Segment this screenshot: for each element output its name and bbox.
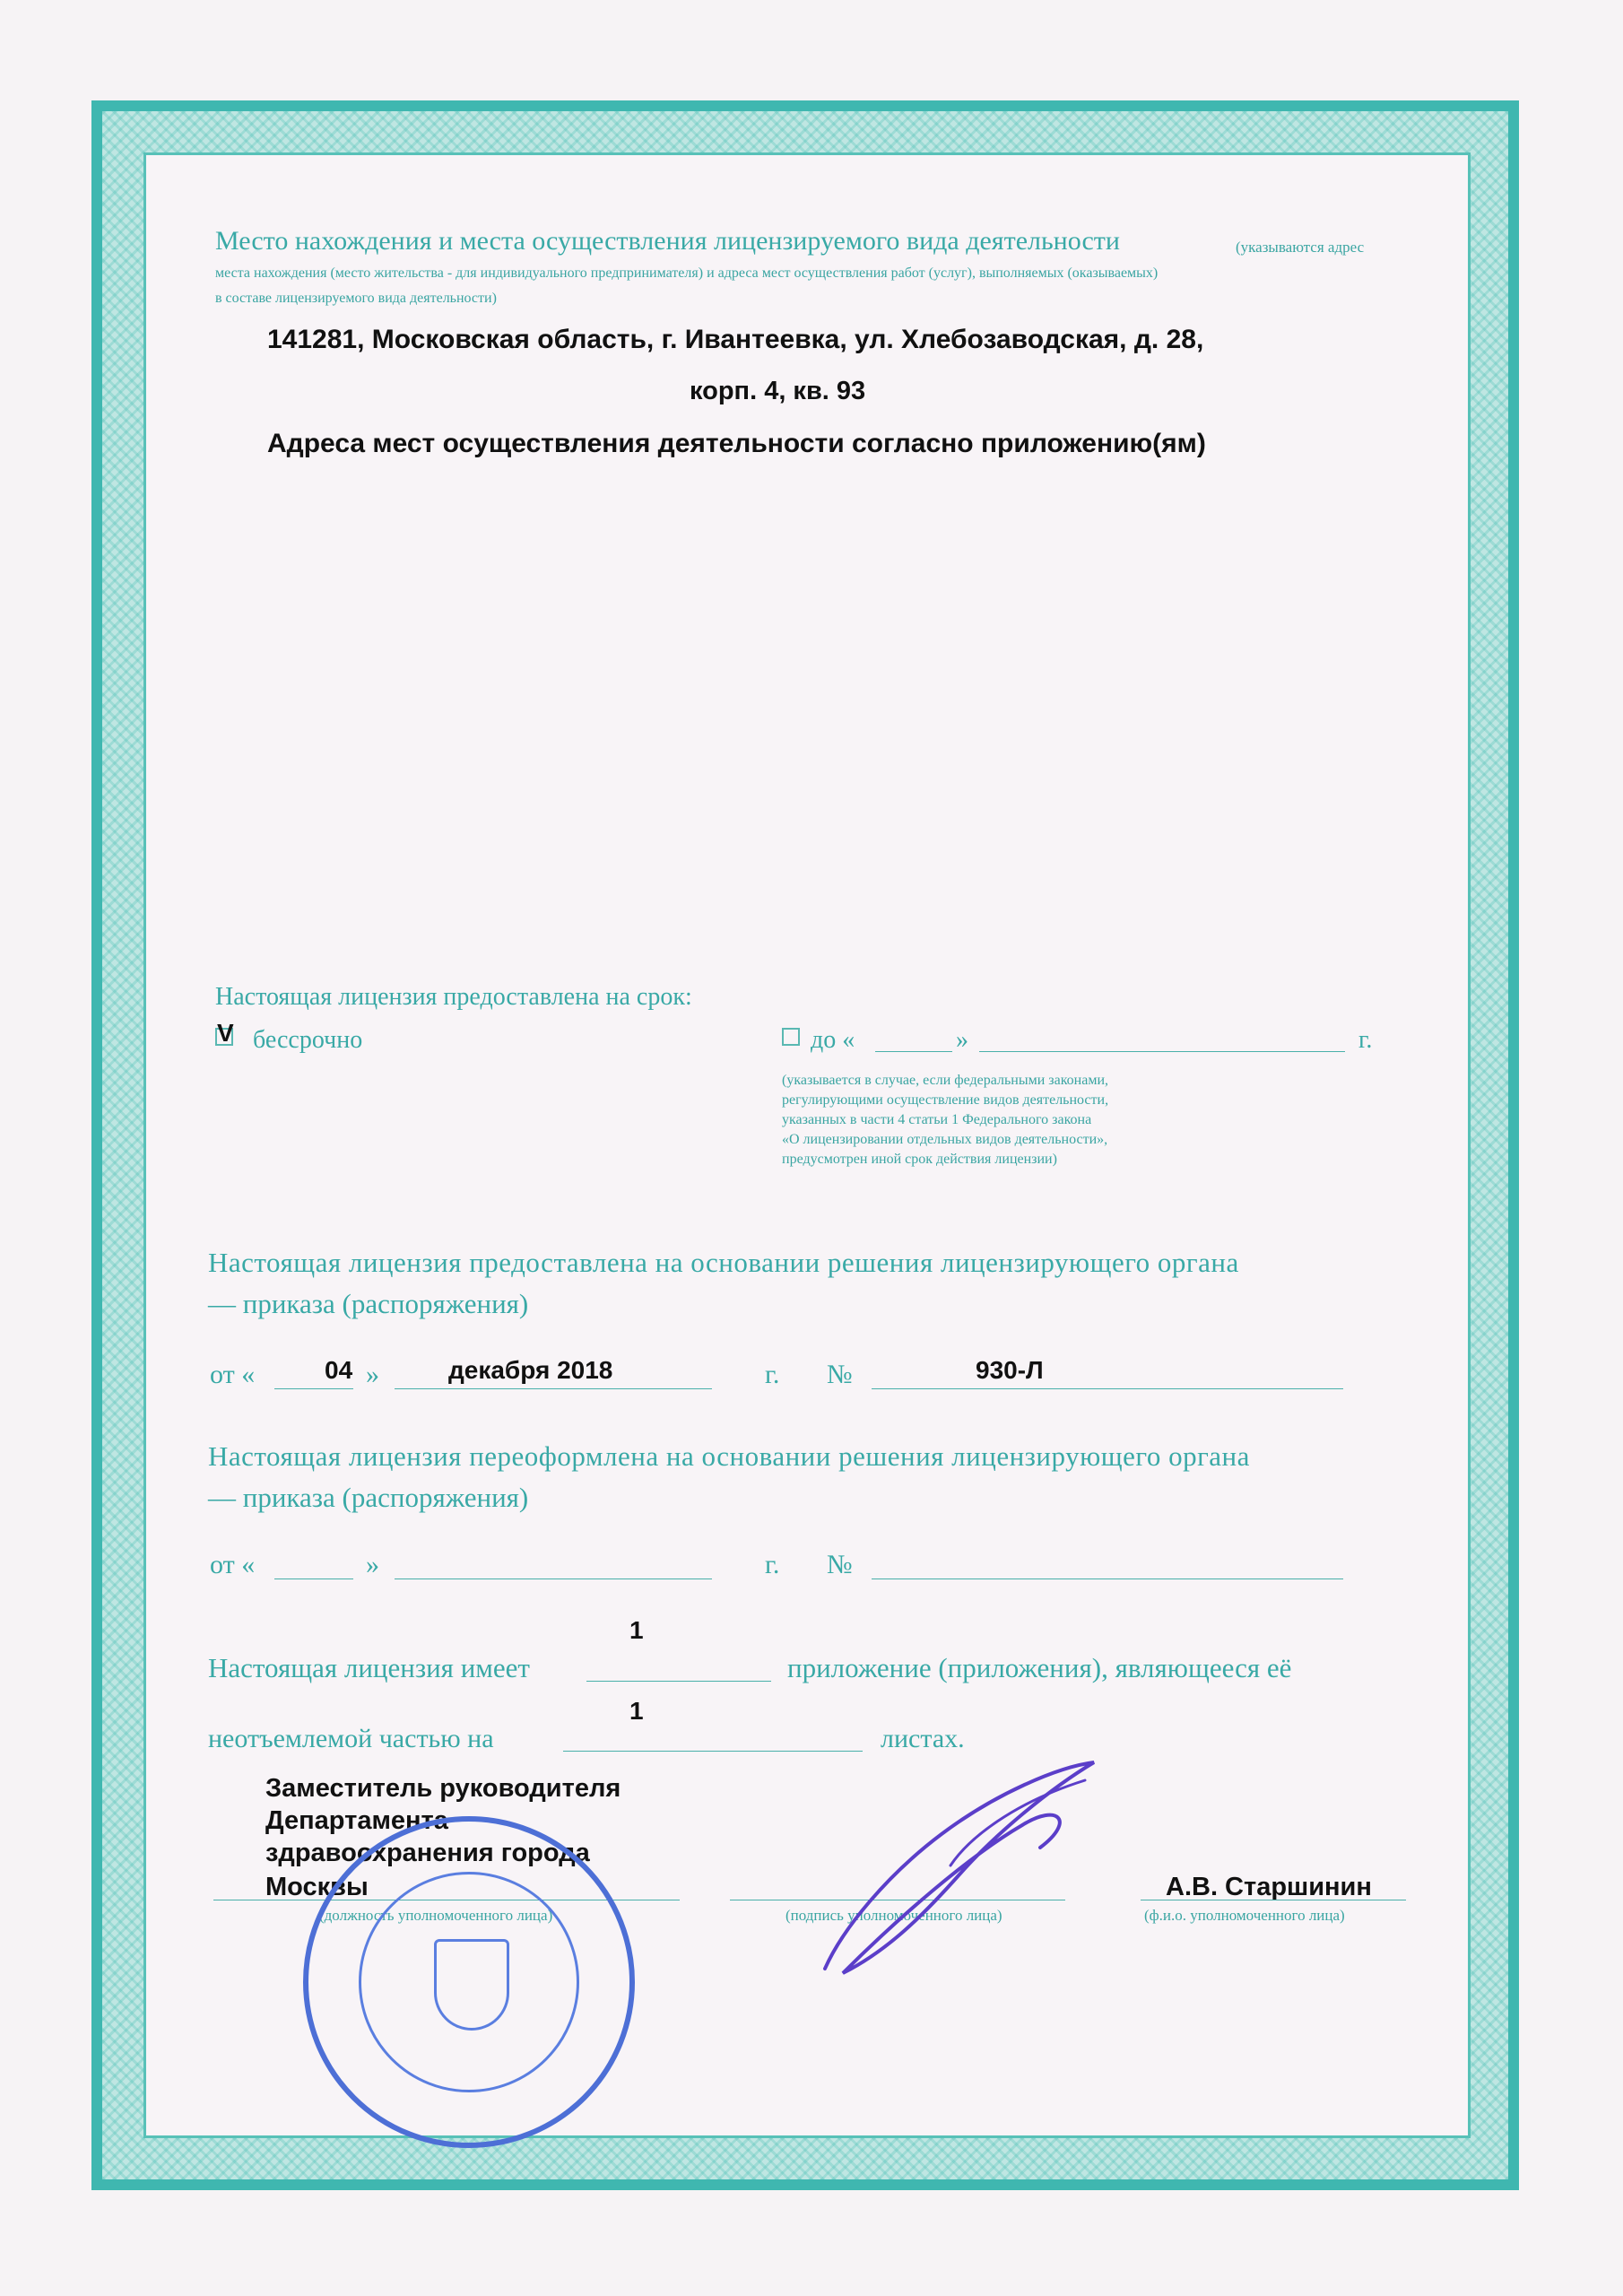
term-indefinite-label: бессрочно	[253, 1026, 363, 1054]
location-heading: Место нахождения и места осуществления лицензируемого вида деятельности	[215, 226, 1120, 256]
grant-quote-close: »	[366, 1360, 379, 1389]
signer-position-2: Департамента	[265, 1806, 448, 1835]
location-note-3: в составе лицензируемого вида деятельности)	[215, 291, 497, 306]
annex-sheets: 1	[629, 1697, 644, 1725]
term-day-line	[875, 1051, 952, 1052]
annex-text-3: неотъемлемой частью на	[208, 1724, 494, 1753]
until-date-checkbox[interactable]	[782, 1028, 800, 1046]
grant-number-line	[872, 1388, 1343, 1389]
grant-day-line	[274, 1388, 353, 1389]
caption-name: (ф.и.о. уполномоченного лица)	[1144, 1907, 1345, 1924]
reissue-from: от «	[210, 1550, 256, 1579]
annex-count-line	[586, 1681, 771, 1682]
term-until-open: до «	[811, 1026, 855, 1054]
term-heading: Настоящая лицензия предоставлена на срок:	[215, 983, 692, 1011]
grant-from: от «	[210, 1360, 256, 1389]
reissue-line-2: — приказа (распоряжения)	[208, 1482, 529, 1513]
term-note-3: указанных в части 4 статьи 1 Федерального закона	[782, 1112, 1092, 1127]
caption-position: (должность уполномоченного лица)	[319, 1907, 553, 1924]
grant-line-1: Настоящая лицензия предоставлена на основании решения лицензирующего органа	[208, 1247, 1239, 1278]
grant-date-line	[395, 1388, 712, 1389]
address-line-2: корп. 4, кв. 93	[690, 377, 866, 405]
seal-inner-ring	[359, 1872, 579, 2092]
caption-signature: (подпись уполномоченного лица)	[785, 1907, 1002, 1924]
reissue-day-line	[274, 1578, 353, 1579]
term-note-4: «О лицензировании отдельных видов деятельности»,	[782, 1132, 1108, 1147]
term-until-close: »	[956, 1026, 968, 1054]
grant-day: 04	[325, 1356, 353, 1384]
signer-position-1: Заместитель руководителя	[265, 1774, 621, 1803]
reissue-quote-close: »	[366, 1550, 379, 1579]
annex-text-1: Настоящая лицензия имеет	[208, 1652, 530, 1683]
term-note-5: предусмотрен иной срок действия лицензии)	[782, 1152, 1057, 1167]
reissue-number-label: №	[827, 1550, 853, 1579]
term-note-2: регулирующими осуществление видов деятельности,	[782, 1092, 1109, 1108]
address-line-1: 141281, Московская область, г. Ивантеевка, ул. Хлебозаводская, д. 28,	[267, 325, 1204, 354]
annex-text-2: приложение (приложения), являющееся её	[787, 1652, 1292, 1683]
signer-position-3: здравоохранения города	[265, 1839, 590, 1867]
annex-count: 1	[629, 1616, 644, 1644]
reissue-year-suffix: г.	[765, 1550, 780, 1579]
grant-line-2: — приказа (распоряжения)	[208, 1288, 529, 1319]
term-date-line	[979, 1051, 1345, 1052]
official-seal	[303, 1816, 635, 2148]
annex-text-4: листах.	[881, 1724, 965, 1753]
grant-year-suffix: г.	[765, 1360, 780, 1389]
term-year-suffix: г.	[1358, 1026, 1373, 1054]
grant-number-label: №	[827, 1360, 853, 1389]
grant-number: 930-Л	[976, 1356, 1044, 1384]
address-line-3: Адреса мест осуществления деятельности согласно приложению(ям)	[267, 429, 1206, 458]
reissue-date-line	[395, 1578, 712, 1579]
signer-name: А.В. Старшинин	[1166, 1873, 1372, 1901]
location-note-2: места нахождения (место жительства - для индивидуального предпринимателя) и адреса мест осуществления работ (услуг), выполняемых (оказываемых)	[215, 265, 1159, 281]
reissue-number-line	[872, 1578, 1343, 1579]
location-note-1: (указываются адрес	[1236, 239, 1365, 256]
signer-position-4: Москвы	[265, 1873, 369, 1901]
grant-month-year: декабря 2018	[448, 1356, 613, 1384]
moscow-coat-of-arms-icon	[434, 1939, 509, 2031]
term-note-1: (указывается в случае, если федеральными законами,	[782, 1073, 1109, 1088]
handwritten-signature	[789, 1749, 1130, 1982]
reissue-line-1: Настоящая лицензия переоформлена на основании решения лицензирующего органа	[208, 1440, 1250, 1472]
indefinite-check-mark: V	[217, 1019, 234, 1047]
